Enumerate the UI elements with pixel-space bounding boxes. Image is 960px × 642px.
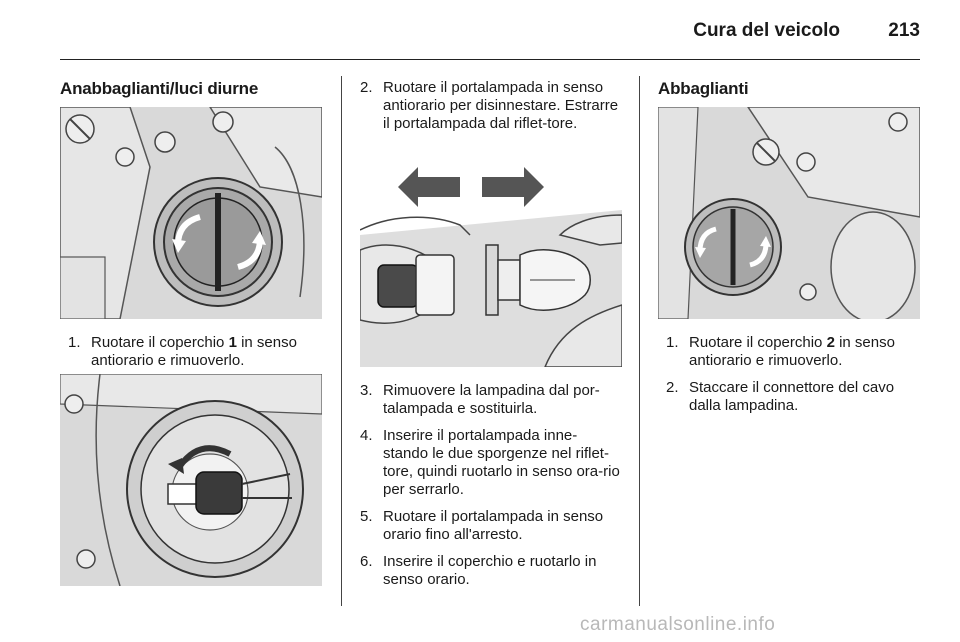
step-number: 4. xyxy=(360,427,373,444)
step-number: 3. xyxy=(360,382,373,399)
figure-high-beam-cover xyxy=(658,107,920,319)
figure-bulb-removal xyxy=(360,155,622,367)
figure-low-beam-cover xyxy=(60,107,322,319)
list-item: 1. Ruotare il coperchio 2 in senso antiorario e rimuoverlo. xyxy=(666,334,895,369)
list-item: 2. Ruotare il portalampada in senso antiorario per disinnestare. Estrarre il portalampada dal riflet-tore. xyxy=(360,79,619,132)
list-item: 4. Inserire il portalampada inne-stando le due sporgenze nel riflet-tore, quindi ruotarlo in senso ora-rio per serrarlo. xyxy=(360,427,620,498)
steps-middle-bottom xyxy=(360,382,622,598)
page-header-title: Cura del veicolo xyxy=(693,20,840,41)
callout-number: 1 xyxy=(228,334,237,351)
page-number: 213 xyxy=(888,20,920,41)
figure-low-beam-holder xyxy=(60,374,322,586)
step-number: 2. xyxy=(666,379,679,396)
section-title-low-beam: Anabbaglianti/luci diurne xyxy=(60,79,259,98)
list-item: 6. Inserire il coperchio e ruotarlo in senso orario. xyxy=(360,553,597,588)
section-title-high-beam: Abbaglianti xyxy=(658,79,749,98)
list-item: 1. Ruotare il coperchio 1 in senso antiorario e rimuoverlo. xyxy=(68,334,297,369)
step-number: 1. xyxy=(666,334,679,351)
step-number: 5. xyxy=(360,508,373,525)
column-divider-2 xyxy=(639,76,640,606)
list-item: 2. Staccare il connettore del cavo dalla lampadina. xyxy=(666,379,895,414)
steps-low-beam xyxy=(68,334,330,379)
step-number: 6. xyxy=(360,553,373,570)
steps-high-beam xyxy=(666,334,926,424)
header-divider xyxy=(60,59,920,60)
column-divider-1 xyxy=(341,76,342,606)
step-number: 1. xyxy=(68,334,81,351)
callout-number: 2 xyxy=(826,334,835,351)
watermark: carmanualsonline.info xyxy=(580,614,776,635)
list-item: 5. Ruotare il portalampada in senso orario fino all'arresto. xyxy=(360,508,604,543)
steps-middle-top xyxy=(360,79,622,142)
step-number: 2. xyxy=(360,79,373,96)
list-item: 3. Rimuovere la lampadina dal por-talampada e sostituirla. xyxy=(360,382,600,417)
